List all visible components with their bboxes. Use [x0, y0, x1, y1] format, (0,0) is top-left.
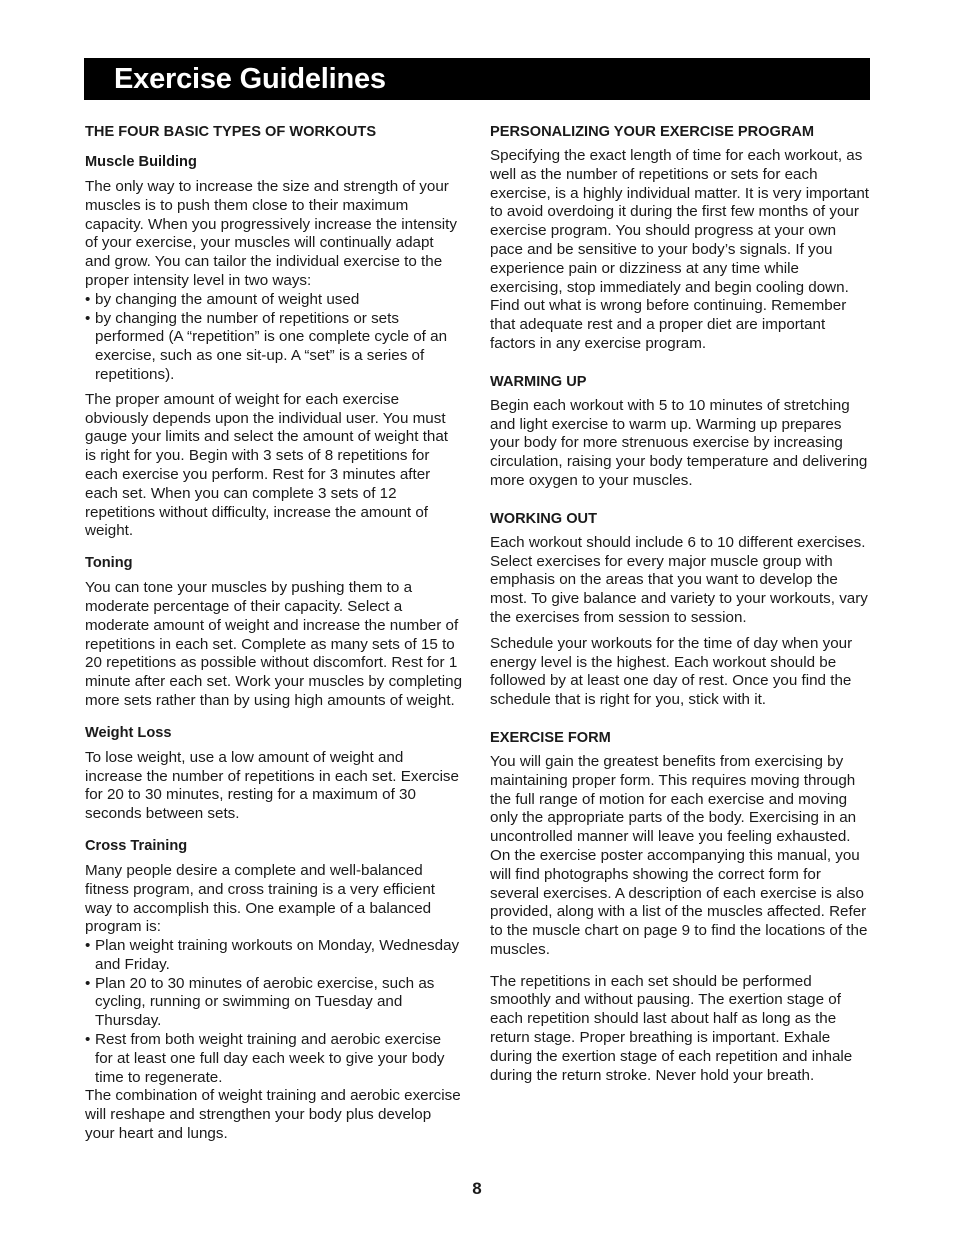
working-out-paragraph-2: Schedule your workouts for the time of day when your energy level is the highest. Each workout should be followed by at least one day of rest. Once you find the schedule that is right for you, stick with it. — [490, 634, 853, 709]
weight-loss-paragraph: To lose weight, use a low amount of weight and increase the number of repetitions in each set. Exercise for 20 to 30 minutes, resting for a maximum of 30 seconds between sets. — [85, 748, 459, 823]
subheading-weight-loss: Weight Loss — [85, 724, 172, 741]
muscle-building-bullets — [85, 291, 463, 385]
exercise-form-paragraph-2: The repetitions in each set should be performed smoothly and without pausing. The exertion stage of each repetition should last about half as long as the return stage. Proper breathing is important. Exhale during the exertion stage of each repetition and inhale during the return stroke. Never hold your breath. — [490, 972, 853, 1084]
bullet-item: • Plan 20 to 30 minutes of aerobic exercise, such as cycling, running or swimming on Tuesday and Thursday. — [85, 975, 463, 1031]
subheading-toning: Toning — [85, 555, 133, 572]
cross-training-paragraph: Many people desire a complete and well-balanced fitness program, and cross training is a very efficient way to accomplish this. One example of a balanced program is: — [85, 861, 436, 936]
left-column — [85, 123, 463, 1150]
subheading-muscle-building: Muscle Building — [85, 154, 197, 170]
section-heading-working-out: WORKING OUT — [490, 510, 598, 527]
working-out-paragraph: Each workout should include 6 to 10 different exercises. Select exercises for every major muscle group with emphasis on the areas that you want to develop the most. To give balance and variety to your workouts, vary the exercises from session to session. — [490, 533, 868, 626]
section-heading-personalizing: PERSONALIZING YOUR EXERCISE PROGRAM — [490, 124, 815, 140]
bullet-item: • by changing the amount of weight used — [85, 291, 463, 310]
cross-training-bullets — [85, 937, 463, 1087]
personalizing-paragraph: Specifying the exact length of time for each workout, as well as the number of repetitions or sets for each exercise, is a highly individual matter. It is very important to avoid overdoing it during the first few months of your exercise program. You should progress at your own pace and be sensitive to your body’s signals. If you experience pain or dizziness at any time while exercising, stop immediately and begin cooling down. Find out what is wrong before continuing. Remember that adequate rest and a proper diet are important factors in any exercise program. — [490, 147, 869, 352]
section-heading-warming-up: WARMING UP — [490, 373, 587, 390]
muscle-building-paragraph: The only way to increase the size and strength of your muscles is to push them close to their maximum capacity. When you progressively increase the intensity of your exercise, your muscles will continually adapt and grow. You can tailor the individual exercise to the proper intensity level in two ways: — [85, 178, 457, 289]
subheading-cross-training: Cross Training — [85, 837, 188, 854]
warming-up-paragraph: Begin each workout with 5 to 10 minutes of stretching and light exercise to warm up. Warming up prepares your body for more strenuous exercise by increasing circulation, raising your body temperature and delivering more oxygen to your muscles. — [490, 396, 868, 489]
section-heading-exercise-form: EXERCISE FORM — [490, 729, 611, 746]
right-column — [490, 123, 870, 1091]
toning-paragraph: You can tone your muscles by pushing them to a moderate percentage of their capacity. Select a moderate amount of weight and increase the number of repetitions in each set. Complete as many sets of 15 to 20 repetitions as possible without discomfort. Rest for 1 minute after each set. Work your muscles by completing more sets rather than by using high amounts of weight. — [85, 579, 463, 709]
bullet-item: • Rest from both weight training and aerobic exercise for at least one full day each week to give your body time to regenerate. — [85, 1031, 463, 1087]
bullet-item: • by changing the number of repetitions or sets performed (A “repetition” is one complete cycle of an exercise, such as one sit-up. A “set” is a series of repetitions). — [85, 310, 463, 385]
title-bar — [84, 58, 870, 100]
page-number: 8 — [472, 1179, 482, 1198]
page-title: Exercise Guidelines — [114, 63, 386, 95]
cross-training-paragraph-2: The combination of weight training and aerobic exercise will reshape and strengthen your body plus develop your heart and lungs. — [85, 1087, 461, 1143]
section-heading-workout-types: THE FOUR BASIC TYPES OF WORKOUTS — [85, 124, 377, 140]
exercise-form-paragraph: You will gain the greatest benefits from exercising by maintaining proper form. This requires moving through the full range of motion for each exercise and moving only the appropriate parts of the body. Exercising in an uncontrolled manner will leave you feeling exhausted. On the exercise poster accompanying this manual, you will find photographs showing the correct form for several exercises. A description of each exercise is also provided, along with a list of the muscles affected. Refer to the muscle chart on page 9 to find the locations of the muscles. — [490, 752, 868, 958]
bullet-item: • Plan weight training workouts on Monday, Wednesday and Friday. — [85, 937, 463, 975]
muscle-building-paragraph-2: The proper amount of weight for each exercise obviously depends upon the individual user. You must gauge your limits and select the amount of weight that is right for you. Begin with 3 sets of 8 repetitions for each exercise you perform. Rest for 3 minutes after each set. When you can complete 3 sets of 12 repetitions without difficulty, increase the amount of weight. — [85, 390, 449, 540]
